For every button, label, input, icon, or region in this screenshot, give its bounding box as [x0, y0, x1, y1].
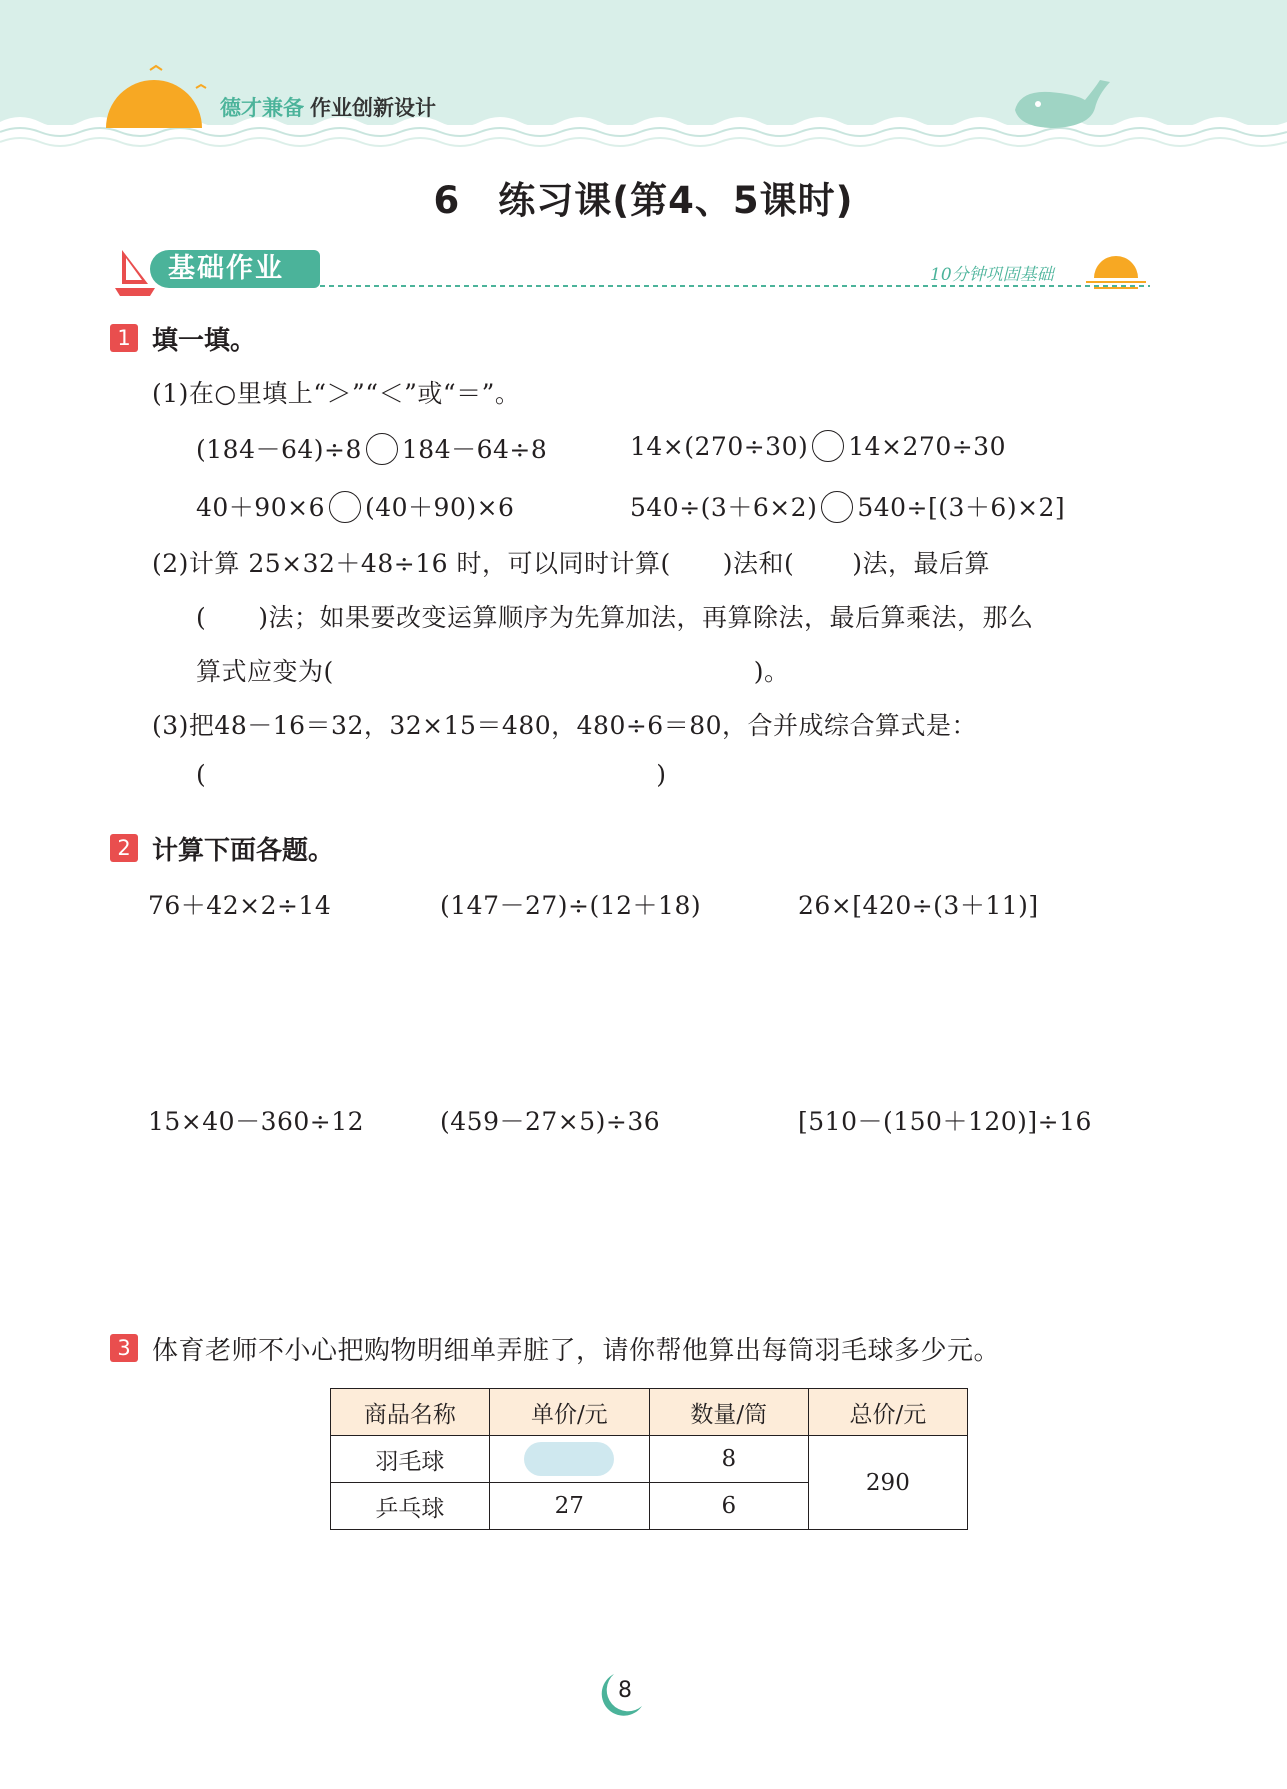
compare-left: 14×(270÷30)	[630, 432, 809, 461]
q1-p2-text: )法；如果要改变运算顺序为先算加法，再算除法，最后算乘法，那么	[258, 603, 1034, 632]
brand-green: 德才兼备	[220, 96, 304, 120]
q1-part2-line3	[196, 652, 790, 688]
calc-expression: (147－27)÷(12＋18)	[440, 891, 702, 920]
compare-left: 40＋90×6	[196, 493, 325, 522]
item-name: 乒乓球	[331, 1483, 490, 1530]
compare-right: 14×270÷30	[848, 432, 1006, 461]
brand-dark: 作业创新设计	[310, 96, 436, 120]
paren-close: )	[656, 760, 667, 789]
calc-expression: [510－(150＋120)]÷16	[798, 1107, 1092, 1136]
q1-title: 填一填。	[152, 326, 257, 356]
sailboat-icon	[115, 250, 155, 296]
table-header-row	[331, 1389, 968, 1436]
col-header: 数量/筒	[649, 1389, 808, 1436]
item-qty: 8	[649, 1436, 808, 1483]
compare-right: 184－64÷8	[401, 435, 548, 464]
page-title: 6 练习课(第4、5课时)	[433, 179, 854, 222]
q1-part2-line2	[196, 598, 1034, 634]
answer-circle[interactable]	[812, 430, 844, 462]
sun-small-icon	[1086, 256, 1146, 288]
q1-p2-text: 算式应变为(	[196, 657, 334, 686]
q1-p2-text: (2)计算 25×32＋48÷16 时，可以同时计算(	[152, 549, 671, 578]
section-label: 基础作业	[150, 250, 320, 288]
q1-p2-text: )。	[753, 657, 790, 686]
calc-expression: 26×[420÷(3＋11)]	[798, 891, 1039, 920]
compare-right: 540÷[(3＋6)×2]	[857, 493, 1066, 522]
item-name: 羽毛球	[331, 1436, 490, 1483]
paren-open: (	[196, 760, 207, 789]
page-number: 8	[618, 1678, 632, 1703]
section-note: 10分钟巩固基础	[930, 265, 1054, 285]
compare-left: (184－64)÷8	[196, 435, 362, 464]
answer-circle[interactable]	[366, 433, 398, 465]
calc-expression: 76＋42×2÷14	[148, 891, 332, 920]
compare-item	[196, 488, 514, 524]
q2-title: 计算下面各题。	[152, 836, 335, 866]
total-price: 290	[808, 1436, 967, 1530]
q1-p2-text: (	[196, 603, 207, 632]
col-header: 总价/元	[808, 1389, 967, 1436]
q3-number: 3	[110, 1334, 138, 1362]
brand-title	[220, 92, 436, 122]
q2-number: 2	[110, 834, 138, 862]
q1-p2-text: )法，最后算	[852, 549, 990, 578]
stained-price-cell	[489, 1436, 649, 1483]
item-price: 27	[489, 1483, 649, 1530]
table-row	[331, 1436, 968, 1483]
header-banner	[0, 0, 1287, 160]
compare-item	[630, 430, 1006, 462]
col-header: 单价/元	[489, 1389, 649, 1436]
compare-left: 540÷(3＋6×2)	[630, 493, 818, 522]
q1-part1-intro: (1)在○里填上“＞”“＜”或“＝”。	[152, 379, 521, 408]
q1-p2-text: )法和(	[722, 549, 795, 578]
q1-part3-answer	[196, 760, 667, 789]
compare-item	[196, 430, 547, 466]
calc-expression: (459－27×5)÷36	[440, 1107, 661, 1136]
answer-circle[interactable]	[329, 491, 361, 523]
q1-part3: (3)把48－16＝32，32×15＝480，480÷6＝80，合并成综合算式是：	[152, 711, 978, 740]
compare-right: (40＋90)×6	[364, 493, 515, 522]
answer-circle[interactable]	[821, 491, 853, 523]
q3-title: 体育老师不小心把购物明细单弄脏了，请你帮他算出每筒羽毛球多少元。	[152, 1336, 1001, 1366]
calc-expression: 15×40－360÷12	[148, 1107, 365, 1136]
q1-number: 1	[110, 324, 138, 352]
compare-item	[630, 488, 1065, 524]
purchase-table	[330, 1388, 968, 1530]
q1-part2-line1	[152, 544, 990, 580]
stain-blot	[524, 1442, 614, 1476]
col-header: 商品名称	[331, 1389, 490, 1436]
item-qty: 6	[649, 1483, 808, 1530]
